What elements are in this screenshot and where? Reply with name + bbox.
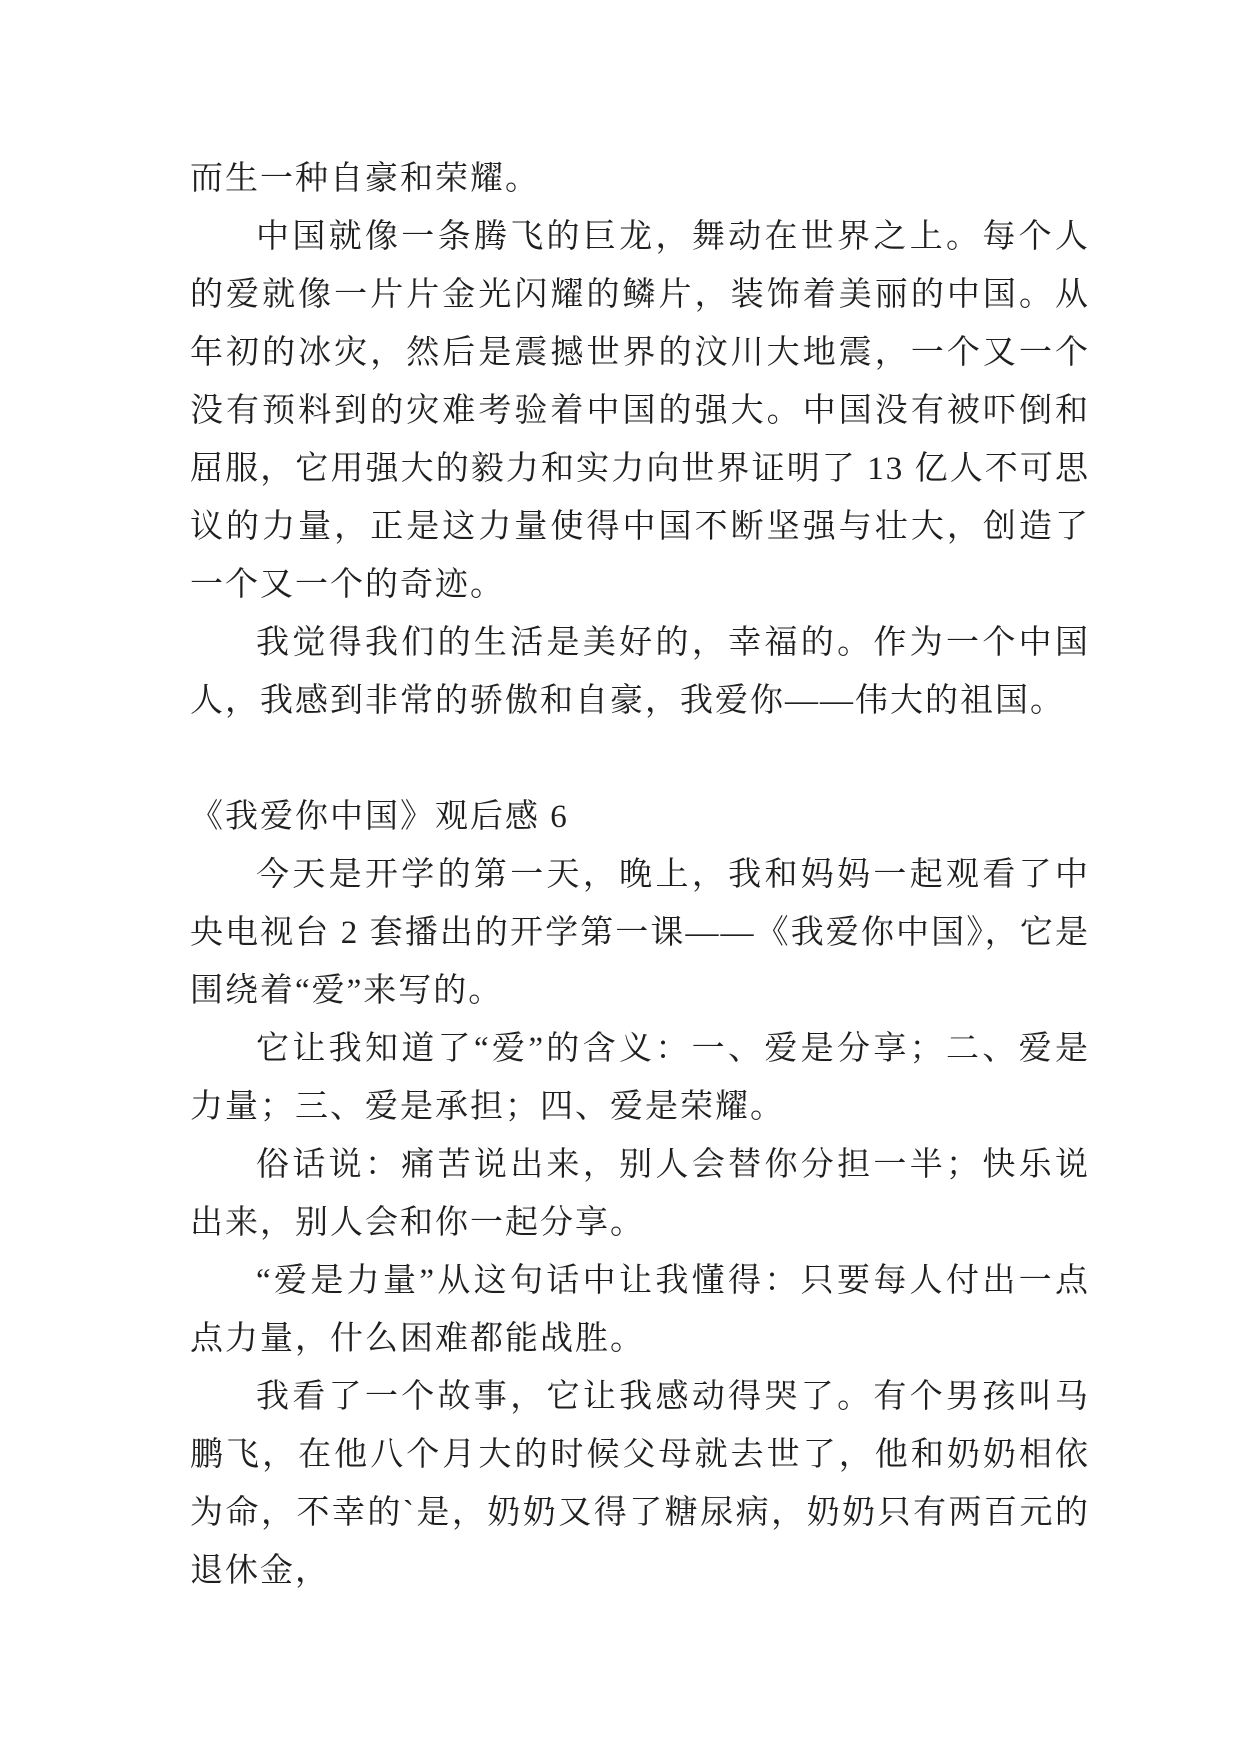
section-heading: 《我爱你中国》观后感 6 [190,799,569,835]
paragraph: 今天是开学的第一天，晚上，我和妈妈一起观看了中央电视台 2 套播出的开学第一课——《我爱你中国》，它是围绕着“爱”来写的。 [190,857,1090,1009]
paragraph: 它让我知道了“爱”的含义：一、爱是分享；二、爱是力量；三、爱是承担；四、爱是荣耀。 [190,1031,1090,1125]
paragraph: 我看了一个故事，它让我感动得哭了。有个男孩叫马鹏飞，在他八个月大的时候父母就去世了，他和奶奶相依为命，不幸的`是，奶奶又得了糖尿病，奶奶只有两百元的退休金， [190,1379,1090,1589]
paragraph-continuation: 而生一种自豪和荣耀。 [190,161,540,197]
paragraph: 我觉得我们的生活是美好的，幸福的。作为一个中国人，我感到非常的骄傲和自豪，我爱你——伟大的祖国。 [190,625,1090,719]
paragraph: 俗话说：痛苦说出来，别人会替你分担一半；快乐说出来，别人会和你一起分享。 [190,1147,1090,1241]
paragraph: 中国就像一条腾飞的巨龙，舞动在世界之上。每个人的爱就像一片片金光闪耀的鳞片，装饰着美丽的中国。从年初的冰灾，然后是震撼世界的汶川大地震，一个又一个没有预料到的灾难考验着中国的强大。中国没有被吓倒和屈服，它用强大的毅力和实力向世界证明了 13 亿人不可思议的力量，正是这力量使得中国不断坚强与壮大，创造了一个又一个的奇迹。 [190,219,1091,603]
paragraph: “爱是力量”从这句话中让我懂得：只要每人付出一点点力量，什么困难都能战胜。 [190,1263,1090,1357]
